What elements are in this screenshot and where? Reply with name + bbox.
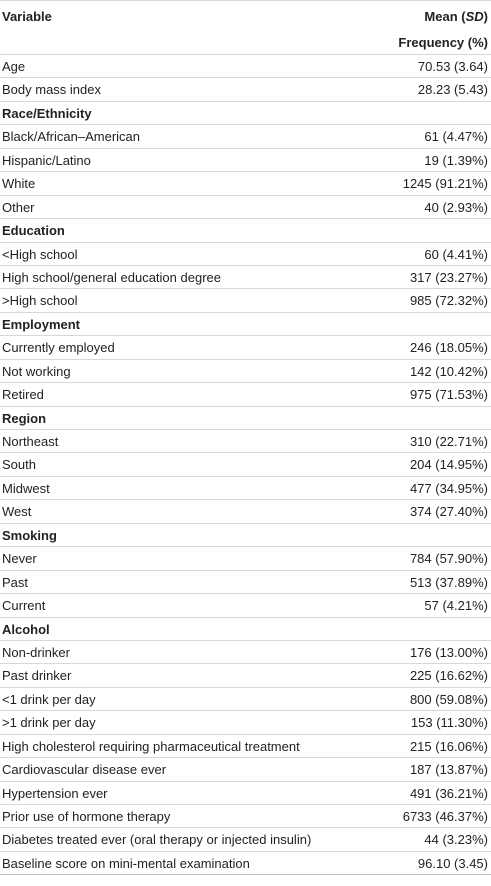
- variable-label: Northeast: [2, 434, 59, 449]
- value-cell: 204 (14.95%): [409, 457, 488, 473]
- table-row: [0, 828, 491, 851]
- variable-label: Past: [2, 574, 29, 590]
- value-cell: 310 (22.71%): [409, 434, 488, 449]
- value-cell: 317 (23.27%): [409, 269, 488, 285]
- table-row: [0, 477, 491, 500]
- variable-label: Retired: [2, 387, 44, 403]
- value-cell: 800 (59.08%): [409, 691, 488, 707]
- table-row: [0, 289, 491, 312]
- variable-label: Black/African–American: [2, 129, 140, 145]
- value-cell: 215 (16.06%): [409, 738, 488, 754]
- value-cell: 19 (1.39%): [424, 152, 488, 168]
- variable-label: South: [2, 457, 36, 473]
- table-row: [0, 782, 491, 805]
- table-row: [0, 360, 491, 383]
- value-cell: 374 (27.40%): [409, 504, 488, 520]
- variable-label: Diabetes treated ever (oral therapy or injected insulin): [2, 832, 312, 848]
- value-cell: 477 (34.95%): [409, 480, 488, 496]
- section-label: Smoking: [2, 527, 57, 543]
- value-cell: 44 (3.23%): [424, 832, 488, 848]
- variable-label: Body mass index: [2, 82, 101, 98]
- variable-label: High school/general education degree: [2, 269, 221, 285]
- variable-label: High cholesterol requiring pharmaceutical treatment: [2, 738, 300, 754]
- section-header-row: [0, 524, 491, 547]
- variable-label: Prior use of hormone therapy: [2, 809, 171, 824]
- variable-label: Cardiovascular disease ever: [2, 762, 167, 778]
- section-header-row: [0, 102, 491, 125]
- mean-suffix: ): [483, 9, 488, 24]
- table-row: [0, 125, 491, 148]
- value-cell: 70.53 (3.64): [417, 59, 488, 74]
- table-row: [0, 711, 491, 734]
- value-cell: 142 (10.42%): [409, 363, 488, 379]
- value-cell: 246 (18.05%): [409, 340, 488, 356]
- table-row: [0, 336, 491, 359]
- variable-label: Hispanic/Latino: [2, 152, 91, 168]
- mean-column-header: [424, 9, 488, 24]
- value-cell: 176 (13.00%): [409, 644, 488, 660]
- variable-label: Other: [2, 199, 35, 215]
- table-row: [0, 383, 491, 406]
- variable-label: >1 drink per day: [2, 715, 96, 731]
- value-cell: 28.23 (5.43): [417, 82, 488, 98]
- section-header-row: [0, 219, 491, 242]
- section-header-row: [0, 618, 491, 641]
- table-row: [0, 78, 491, 101]
- value-cell: 985 (72.32%): [409, 293, 488, 309]
- variable-column-header: Variable: [2, 9, 52, 24]
- value-cell: 60 (4.41%): [424, 246, 488, 262]
- table-row: [0, 266, 491, 289]
- table-row: [0, 55, 491, 78]
- table-row: [0, 688, 491, 711]
- variable-label: Baseline score on mini-mental examination: [2, 855, 250, 871]
- value-cell: 153 (11.30%): [410, 715, 488, 731]
- variable-label: >High school: [2, 293, 78, 309]
- value-cell: 1245 (91.21%): [402, 176, 488, 192]
- variable-label: Midwest: [2, 480, 50, 496]
- section-header-row: [0, 407, 491, 430]
- table-row: [0, 547, 491, 570]
- table-row: [0, 805, 491, 828]
- value-cell: 40 (2.93%): [424, 199, 488, 215]
- variable-label: Hypertension ever: [2, 785, 108, 801]
- variable-label: Currently employed: [2, 340, 115, 356]
- section-header-row: [0, 313, 491, 336]
- table-row: [0, 149, 491, 172]
- table-row: [0, 500, 491, 523]
- variable-label: Past drinker: [2, 668, 72, 684]
- value-cell: 61 (4.47%): [424, 129, 488, 145]
- variable-label: Non-drinker: [2, 644, 70, 660]
- table-header: [0, 0, 491, 55]
- table-row: [0, 453, 491, 476]
- table-row: [0, 758, 491, 781]
- table-row: [0, 430, 491, 453]
- variable-label: <High school: [2, 246, 78, 262]
- variable-label: Current: [2, 598, 46, 614]
- section-label: Alcohol: [2, 621, 50, 637]
- table-row: [0, 735, 491, 758]
- section-label: Race/Ethnicity: [2, 105, 92, 121]
- variable-label: <1 drink per day: [2, 691, 96, 707]
- table-body: [0, 55, 491, 875]
- section-label: Education: [2, 223, 65, 239]
- table-row: [0, 594, 491, 617]
- variable-label: Not working: [2, 363, 71, 379]
- table-row: [0, 196, 491, 219]
- value-cell: 57 (4.21%): [424, 598, 488, 614]
- variable-label: Never: [2, 551, 37, 567]
- variable-label: White: [2, 176, 36, 192]
- sd-label: SD: [465, 9, 484, 24]
- table-row: [0, 243, 491, 266]
- value-cell: 513 (37.89%): [409, 574, 488, 590]
- table-row: [0, 172, 491, 195]
- value-cell: 225 (16.62%): [409, 668, 488, 684]
- value-cell: 96.10 (3.45): [417, 855, 488, 871]
- mean-prefix: Mean (: [424, 9, 466, 24]
- frequency-column-header: Frequency (%): [398, 35, 488, 50]
- section-label: Employment: [2, 316, 81, 332]
- value-cell: 975 (71.53%): [409, 387, 488, 403]
- variable-label: Age: [2, 59, 26, 74]
- table-row: [0, 571, 491, 594]
- table-row: [0, 852, 491, 875]
- section-label: Region: [2, 410, 47, 426]
- value-cell: 784 (57.90%): [409, 551, 488, 567]
- value-cell: 491 (36.21%): [409, 785, 488, 801]
- variable-label: West: [2, 504, 32, 520]
- value-cell: 187 (13.87%): [409, 762, 488, 778]
- table-row: [0, 664, 491, 687]
- table-row: [0, 641, 491, 664]
- value-cell: 6733 (46.37%): [402, 809, 488, 824]
